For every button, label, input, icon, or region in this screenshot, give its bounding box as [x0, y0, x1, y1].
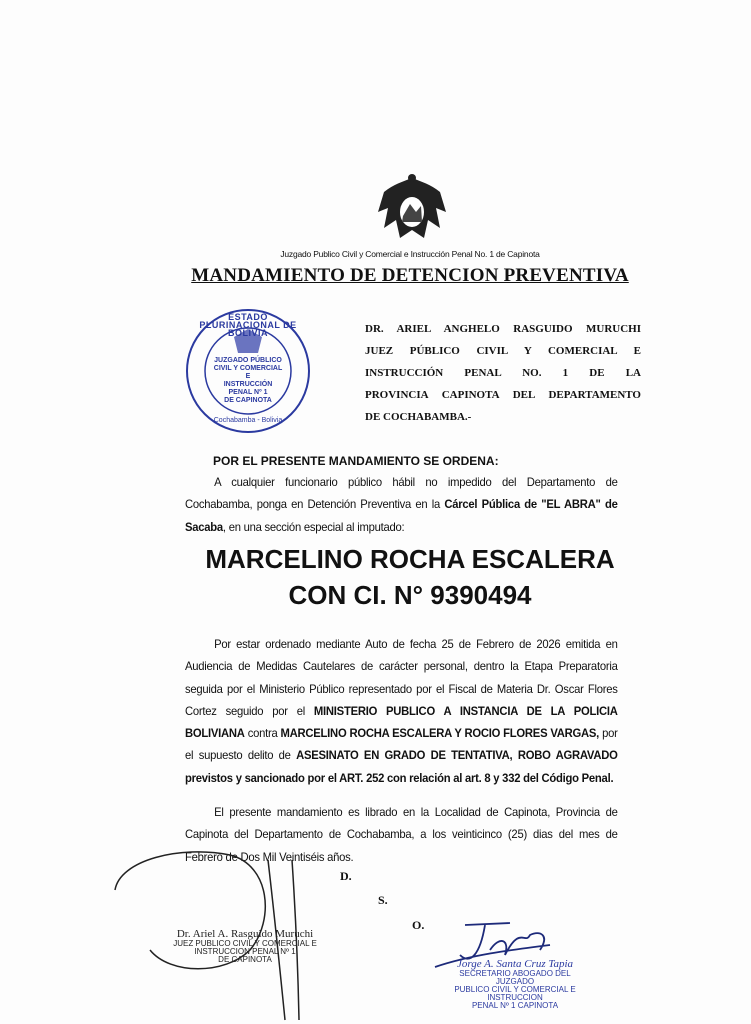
issuance-paragraph: El presente mandamiento es librado en la Localidad de Capinota, Provincia de Capinota del Departamento de Cochabamba, a los veinticinco (25) dias del mes de Febrero de Dos Mil Veintiséis años. — [185, 806, 618, 864]
judge-line: JUEZ PÚBLICO CIVIL Y COMERCIAL E — [365, 345, 641, 357]
text: A cualquier funcionario público hábil no impedido del Departamento de Cochabamba, ponga en Detención Preventiva en la — [185, 476, 618, 512]
order-paragraph — [185, 472, 618, 539]
seal-center-text — [212, 357, 284, 405]
grounds-paragraph — [185, 634, 618, 790]
judge-line: DR. ARIEL ANGHELO RASGUIDO MURUCHI — [365, 323, 641, 335]
seal-line: CIVIL Y COMERCIAL E — [213, 365, 283, 380]
seal-line: INSTRUCCIÓN PENAL Nº 1 — [223, 381, 273, 396]
court-name: Juzgado Publico Civil y Comercial e Instrucción Penal No. 1 de Capinota — [280, 249, 540, 259]
judge-signature-block — [170, 928, 320, 964]
accused-name: MARCELINO ROCHA ESCALERA — [205, 544, 615, 574]
document-title: MANDAMIENTO DE DETENCION PREVENTIVA — [191, 265, 629, 286]
secretary-signature-name: Jorge A. Santa Cruz Tapia — [456, 958, 574, 970]
secretary-signature-block — [440, 958, 590, 1010]
secretary-signature-line: SECRETARIO ABOGADO DEL JUZGADO — [459, 969, 571, 986]
dso-d: D. — [340, 869, 352, 883]
secretary-signature-line: PENAL Nº 1 CAPINOTA — [471, 1001, 559, 1010]
seal-line: DE CAPINOTA — [224, 397, 272, 404]
dso-o: O. — [412, 918, 425, 932]
dso-s: S. — [378, 893, 388, 907]
text: , en una sección especial al imputado: — [222, 520, 405, 534]
seal-bottom-text: Cochabamba - Bolivia — [213, 417, 283, 424]
seal-line: JUZGADO PÚBLICO — [214, 357, 282, 364]
bold-text: MINISTERIO PUBLICO A INSTANCIA DE LA POLICIA BOLIVIANA — [185, 704, 618, 741]
text: contra — [244, 727, 281, 741]
prison-name: Cárcel Pública de "EL ABRA" de Sacaba — [185, 498, 618, 534]
accused-ci: CON CI. N° 9390494 — [288, 580, 532, 610]
seal-ring-text: ESTADO PLURINACIONAL DE BOLIVIA — [199, 312, 297, 338]
judge-line: PROVINCIA CAPINOTA DEL DEPARTAMENTO — [365, 389, 641, 401]
secretary-signature-line: PUBLICO CIVIL Y COMERCIAL E INSTRUCCION — [454, 985, 576, 1002]
court-seal — [184, 307, 312, 435]
bold-text: MARCELINO ROCHA ESCALERA Y ROCIO FLORES VARGAS, — [280, 727, 600, 741]
order-heading: POR EL PRESENTE MANDAMIENTO SE ORDENA: — [213, 454, 499, 468]
judge-block — [365, 318, 641, 428]
judge-signature-line: INSTRUCCION PENAL Nº 1 — [194, 947, 296, 956]
judge-signature-line: JUEZ PUBLICO CIVIL Y COMERCIAL E — [173, 939, 317, 948]
judge-signature-line: DE CAPINOTA — [218, 955, 272, 964]
bold-text: ASESINATO EN GRADO DE TENTATIVA, ROBO AGRAVADO previstos y sancionado por el ART. 252 con relación al art. 8 y 332 del Código Penal. — [185, 749, 618, 785]
coat-of-arms-icon — [372, 172, 452, 248]
text: por el supuesto delito de — [185, 727, 618, 763]
judge-line: INSTRUCCIÓN PENAL NO. 1 DE LA — [365, 367, 641, 379]
judge-line: DE COCHABAMBA.- — [365, 411, 472, 423]
judge-signature-name: Dr. Ariel A. Rasguido Muruchi — [176, 928, 314, 940]
text: Por estar ordenado mediante Auto de fecha 25 de Febrero de 2026 emitida en Audiencia de Medidas Cautelares de carácter personal, dentro la Etapa Preparatoria seguida por el Ministerio Público representado por el Fiscal de Materia Dr. Oscar Flores Cortez seguido por el — [185, 638, 618, 718]
